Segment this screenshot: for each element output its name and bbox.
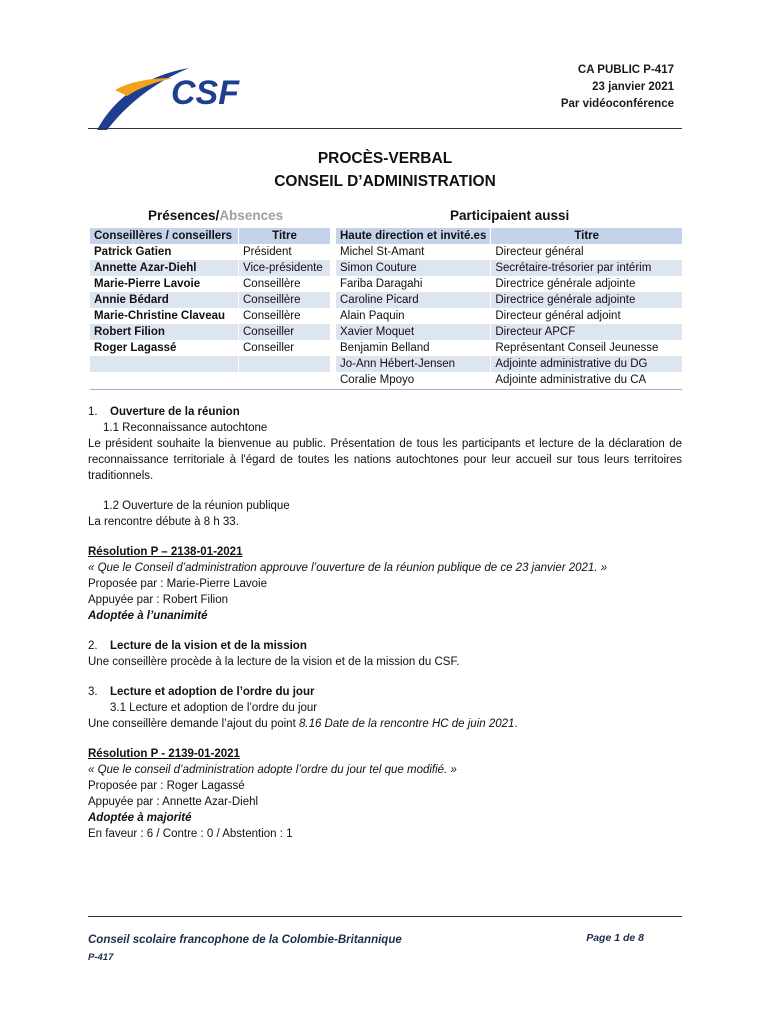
- member-name: Roger Lagassé: [90, 340, 239, 356]
- paragraph: Une conseillère demande l’ajout du point 8.16 Date de la rencontre HC de juin 2021.: [88, 718, 518, 730]
- member-title: Conseillère: [239, 276, 331, 292]
- table-row: [336, 292, 682, 308]
- member-title: [239, 356, 331, 372]
- table-row: [336, 340, 682, 356]
- member-title: Président: [239, 244, 331, 260]
- seconded-by: Appuyée par : Robert Filion: [88, 594, 228, 606]
- participant-title: Directeur général adjoint: [491, 308, 682, 324]
- member-name: Patrick Gatien: [90, 244, 239, 260]
- table-row: [336, 276, 682, 292]
- proposed-by: Proposée par : Roger Lagassé: [88, 780, 245, 792]
- paragraph: La rencontre débute à 8 h 33.: [88, 516, 239, 528]
- member-name: Annette Azar-Diehl: [90, 260, 239, 276]
- participant-title: Adjointe administrative du DG: [491, 356, 682, 372]
- table-row: [90, 340, 330, 356]
- table-row: [90, 260, 330, 276]
- footer-org: [88, 932, 402, 966]
- member-name: Marie-Christine Claveau: [90, 308, 239, 324]
- header-divider: [88, 128, 682, 129]
- participant-name: Jo-Ann Hébert-Jensen: [336, 356, 491, 372]
- participant-title: Représentant Conseil Jeunesse: [491, 340, 682, 356]
- table-row: [90, 356, 330, 372]
- column-header: Titre: [491, 228, 682, 244]
- subsection-heading: 1.2 Ouverture de la réunion publique: [103, 500, 290, 512]
- column-header: Haute direction et invité.es: [336, 228, 491, 244]
- footer-org-name: Conseil scolaire francophone de la Colombie-Britannique: [88, 934, 402, 946]
- participant-name: Coralie Mpoyo: [336, 372, 491, 388]
- member-title: Conseillère: [239, 292, 331, 308]
- meeting-date: 23 janvier 2021: [592, 81, 674, 93]
- footer-divider: [88, 916, 682, 917]
- resolution-result: Adoptée à l’unanimité: [88, 610, 208, 622]
- subsection-heading: 1.1 Reconnaissance autochtone: [103, 422, 268, 434]
- vote-count: En faveur : 6 / Contre : 0 / Abstention : 1: [88, 828, 293, 840]
- member-title: Vice-présidente: [239, 260, 331, 276]
- csf-logo: [93, 60, 273, 132]
- table-row: [336, 260, 682, 276]
- attendance-heading: Présences/Absences: [148, 208, 284, 223]
- meeting-info: [561, 62, 674, 113]
- table-bottom-border: [90, 389, 682, 390]
- table-row: [90, 324, 330, 340]
- table-row: [336, 356, 682, 372]
- participants-heading: Participaient aussi: [450, 208, 570, 223]
- footer-doc-code: P-417: [88, 952, 114, 963]
- participant-name: Alain Paquin: [336, 308, 491, 324]
- participant-name: Caroline Picard: [336, 292, 491, 308]
- table-row: [90, 276, 330, 292]
- table-row: [90, 308, 330, 324]
- attendance-table: [90, 228, 330, 372]
- meeting-mode: Par vidéoconférence: [560, 98, 674, 110]
- table-header-row: [90, 228, 330, 244]
- column-header: Conseillères / conseillers: [90, 228, 239, 244]
- column-header: Titre: [239, 228, 331, 244]
- resolution-result: Adoptée à majorité: [88, 812, 192, 824]
- table-header-row: [336, 228, 682, 244]
- participant-name: Benjamin Belland: [336, 340, 491, 356]
- section-heading: 1. Ouverture de la réunion: [88, 406, 240, 418]
- table-row: [336, 244, 682, 260]
- member-title: Conseiller: [239, 324, 331, 340]
- resolution-text: « Que le conseil d’administration adopte l’ordre du jour tel que modifié. »: [88, 764, 457, 776]
- participant-title: Adjointe administrative du CA: [491, 372, 682, 388]
- participant-title: Directeur APCF: [491, 324, 682, 340]
- table-row: [336, 324, 682, 340]
- paragraph: Une conseillère procède à la lecture de la vision et de la mission du CSF.: [88, 656, 460, 668]
- table-row: [336, 308, 682, 324]
- participant-title: Directrice générale adjointe: [491, 292, 682, 308]
- member-name: Annie Bédard: [90, 292, 239, 308]
- participant-title: Secrétaire-trésorier par intérim: [491, 260, 682, 276]
- resolution-title: Résolution P - 2139-01-2021: [88, 748, 240, 760]
- participant-name: Simon Couture: [336, 260, 491, 276]
- participant-title: Directeur général: [491, 244, 682, 260]
- resolution-text: « Que le Conseil d’administration approuve l’ouverture de la réunion publique de ce 23 janvier 2021. »: [88, 562, 608, 574]
- participant-name: Fariba Daragahi: [336, 276, 491, 292]
- section-heading: 2. Lecture de la vision et de la mission: [88, 640, 307, 652]
- member-name: [90, 356, 239, 372]
- section-heading: 3. Lecture et adoption de l’ordre du jour: [88, 686, 315, 698]
- seconded-by: Appuyée par : Annette Azar-Diehl: [88, 796, 259, 808]
- member-title: Conseillère: [239, 308, 331, 324]
- proposed-by: Proposée par : Marie-Pierre Lavoie: [88, 578, 267, 590]
- doc-title: PROCÈS-VERBAL: [317, 150, 453, 167]
- member-title: Conseiller: [239, 340, 331, 356]
- table-row: [336, 372, 682, 388]
- participant-title: Directrice générale adjointe: [491, 276, 682, 292]
- minutes-body: [88, 404, 682, 842]
- member-name: Marie-Pierre Lavoie: [90, 276, 239, 292]
- page-number: Page 1 de 8: [586, 932, 644, 944]
- meeting-code: CA PUBLIC P-417: [577, 64, 674, 76]
- member-name: Robert Filion: [90, 324, 239, 340]
- doc-subtitle: CONSEIL D’ADMINISTRATION: [274, 173, 496, 190]
- participant-name: Michel St-Amant: [336, 244, 491, 260]
- table-row: [90, 292, 330, 308]
- svg-text:CSF: CSF: [171, 74, 239, 112]
- participant-name: Xavier Moquet: [336, 324, 491, 340]
- subsection-heading: 3.1 Lecture et adoption de l’ordre du jour: [110, 702, 318, 714]
- table-row: [90, 244, 330, 260]
- resolution-title: Résolution P – 2138-01-2021: [88, 546, 243, 558]
- paragraph: Le président souhaite la bienvenue au public. Présentation de tous les participants et lecture de la déclaration de reconnaissance territoriale à l'égard de toutes les nations autochtones pour leur accueil sur tous leurs territoires traditionnels.: [88, 438, 682, 482]
- participants-table: [336, 228, 682, 388]
